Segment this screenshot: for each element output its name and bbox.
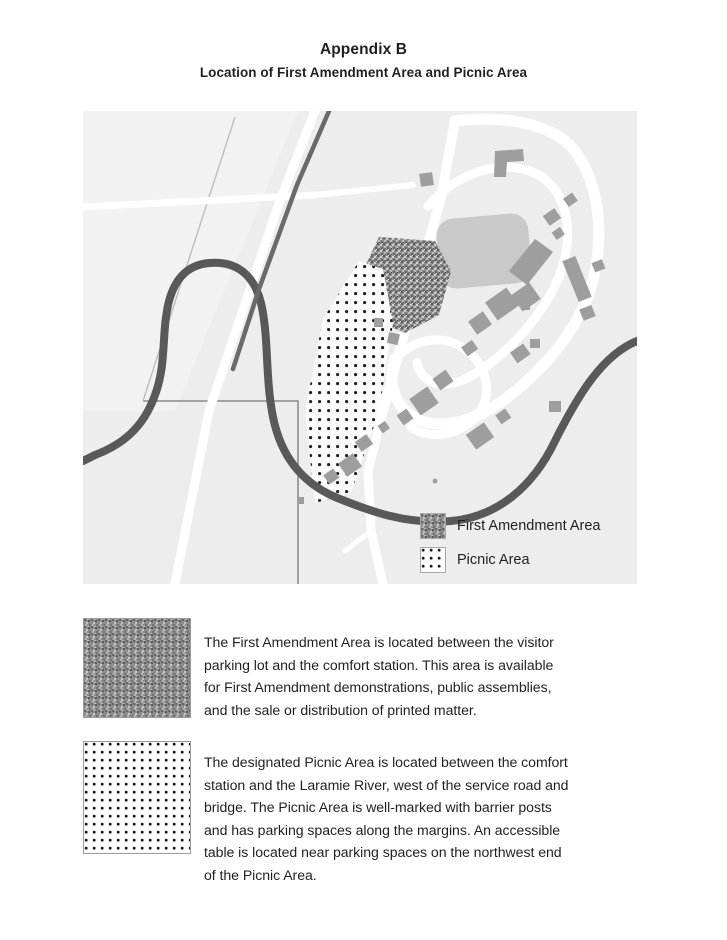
page-subtitle: Location of First Amendment Area and Picnic Area <box>199 65 528 80</box>
legend-item-first-amendment <box>420 509 630 543</box>
section-swatch-first-amendment <box>83 618 191 718</box>
legend-swatch-picnic <box>420 547 446 573</box>
map-figure <box>83 111 637 584</box>
section-swatch-picnic <box>83 741 191 854</box>
legend-item-picnic <box>420 543 630 577</box>
document-header <box>0 40 727 82</box>
legend-label-first-amendment: First Amendment Area <box>457 518 601 534</box>
section-text-first-amendment: The First Amendment Area is located between the visitor parking lot and the comfort station. This area is available for First Amendment demonstrations, public assemblies, and the sale or distribution of printed matter. <box>204 634 554 718</box>
legend-swatch-first-amendment <box>420 513 446 539</box>
map-legend <box>420 509 630 577</box>
visitor-parking-lot <box>435 212 533 290</box>
page-title: Appendix B <box>319 41 408 58</box>
section-text-picnic: The designated Picnic Area is located between the comfort station and the Laramie River, west of the service road and bridge. The Picnic Area is well-marked with barrier posts and has parking spaces along the margins. An accessible table is located near parking spaces on the northwest end of the Picnic Area. <box>204 754 569 883</box>
legend-label-picnic: Picnic Area <box>457 552 530 568</box>
